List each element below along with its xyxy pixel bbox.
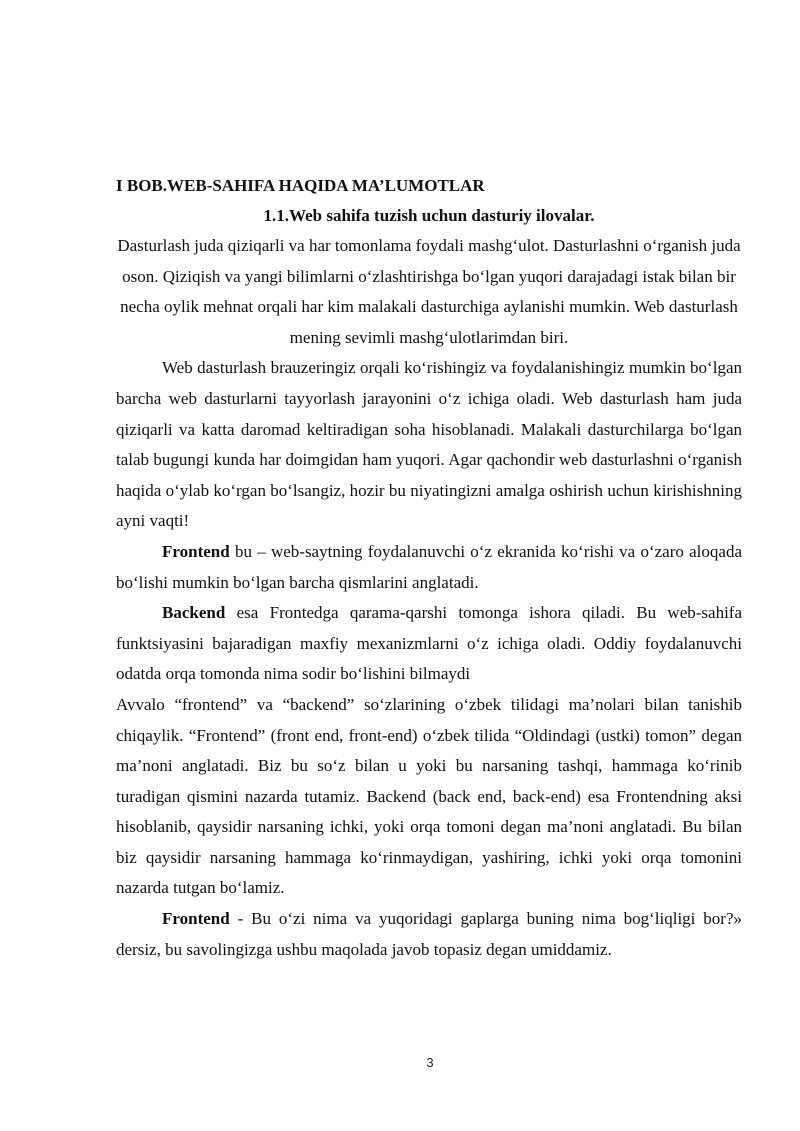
frontend-term-2: Frontend bbox=[162, 909, 230, 929]
intro-paragraph: Dasturlash juda qiziqarli va har tomonlama foydali mashg‘ulot. Dasturlashni o‘rganish juda oson. Qiziqish va yangi bilimlarni o‘zlashtirishga bo‘lgan yuqori darajadagi istak bilan bir necha oylik mehnat orqali har kim malakali dasturchiga aylanishi mumkin. Web dasturlash mening sevimli mashg‘ulotlarimdan biri. bbox=[117, 236, 741, 347]
frontend-term: Frontend bbox=[162, 541, 230, 561]
chapter-title: I BOB.WEB-SAHIFA HAQIDA MA’LUMOTLAR bbox=[116, 176, 485, 195]
page-number: 3 bbox=[426, 1055, 434, 1070]
backend-definition-text: esa Frontedga qarama-qarshi tomonga ishora qiladi. Bu web-sahifa funktsiyasini bajaradigan maxfiy mexanizmlarni o‘z ichiga oladi. Oddiy foydalanuvchi odatda orqa tomonda nima sodir bo‘lishini bilmaydi bbox=[116, 603, 742, 684]
backend-term: Backend bbox=[162, 603, 226, 623]
page-content bbox=[116, 174, 742, 965]
terms-meaning-paragraph: Avvalo “frontend” va “backend” so‘zlarining o‘zbek tilidagi ma’nolari bilan tanishib chiqaylik. “Frontend” (front end, front-end) o‘zbek tilida “Oldindagi (ustki) tomon” degan ma’noni anglatadi. Biz bu so‘z bilan u yoki bu narsaning tashqi, hammaga ko‘rinib turadigan qismini nazarda tutamiz. Backend (back end, back-end) esa Frontendning aksi hisoblanib, qaysidir narsaning ichki, yoki orqa tomoni degan ma’noni anglatadi. Bu bilan biz qaysidir narsaning hammaga ko‘rinmaydigan, yashiring, ichki yoki orqa tomonini nazarda tutgan bo‘lamiz. bbox=[116, 694, 742, 898]
web-dev-paragraph: Web dasturlash brauzeringiz orqali ko‘rishingiz va foydalanishingiz mumkin bo‘lgan barcha web dasturlarni tayyorlash jarayonini o‘z ichiga oladi. Web dasturlash ham juda qiziqarli va katta daromad keltiradigan soha hisoblanadi. Malakali dasturchilarga bo‘lgan talab bugungi kunda har doimgidan ham yuqori. Agar qachondir web dasturlashni o‘rganish haqida o‘ylab ko‘rgan bo‘lsangiz, hozir bu niyatingizni amalga oshirish uchun kirishishning ayni vaqti! bbox=[116, 358, 742, 531]
frontend-definition-paragraph bbox=[116, 537, 742, 598]
frontend-definition-text: bu – web-saytning foydalanuvchi o‘z ekranida ko‘rishi va o‘zaro aloqada bo‘lishi mumkin bo‘lgan barcha qismlarini anglatadi. bbox=[116, 541, 742, 592]
frontend-question-text: - Bu o‘zi nima va yuqoridagi gaplarga buning nima bog‘liqligi bor?» dersiz, bu savolingizga ushbu maqolada javob topasiz degan umiddamiz. bbox=[116, 909, 742, 959]
backend-definition-paragraph bbox=[116, 598, 742, 690]
frontend-question-paragraph bbox=[116, 904, 742, 965]
section-title: 1.1.Web sahifa tuzish uchun dasturiy ilovalar. bbox=[263, 206, 595, 225]
